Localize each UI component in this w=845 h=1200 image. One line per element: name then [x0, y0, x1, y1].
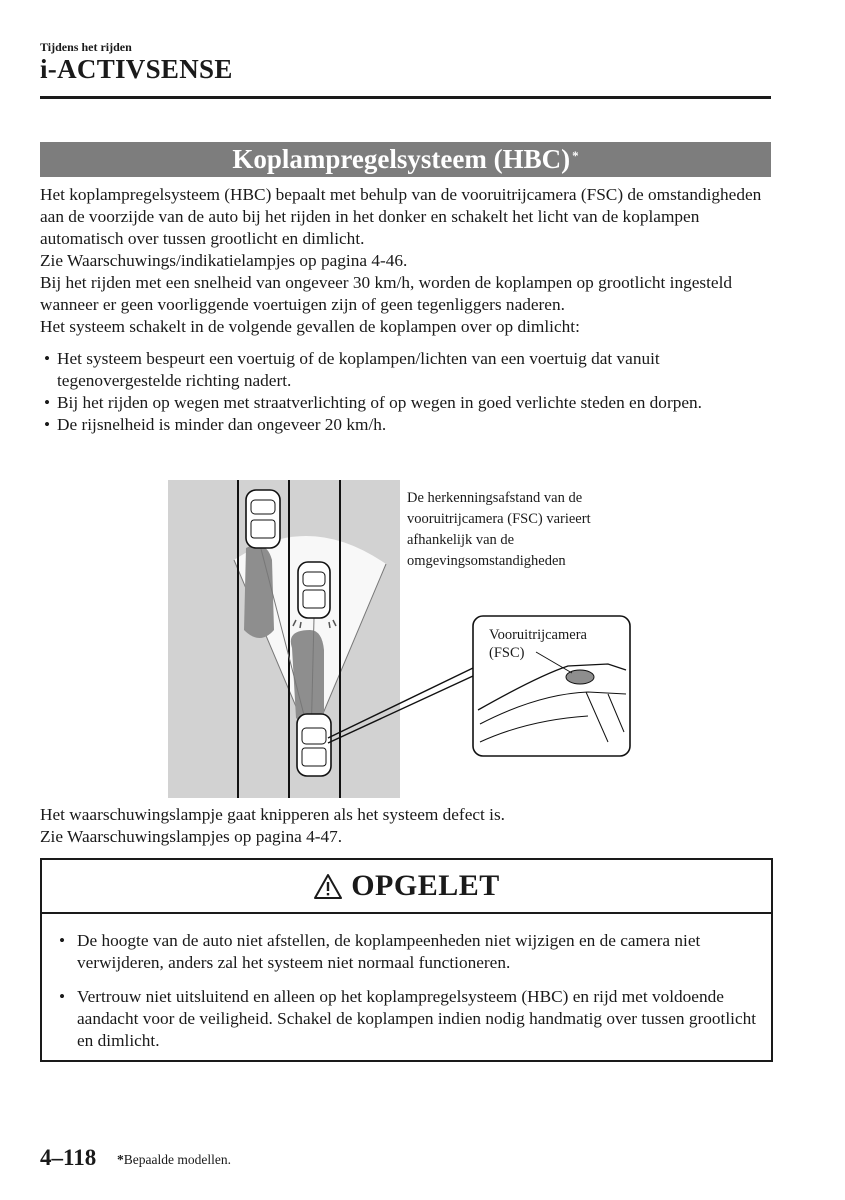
- list-item: • Bij het rijden op wegen met straatverlichting of op wegen in goed verlichte steden en dorpen.: [44, 393, 702, 412]
- camera-label: Vooruitrijcamera (FSC): [489, 627, 587, 661]
- own-car: [297, 714, 331, 776]
- oncoming-car: [246, 490, 280, 548]
- footnote: *Bepaalde modellen.: [117, 1152, 231, 1167]
- bullet: •: [44, 349, 51, 368]
- warning-triangle-icon: [313, 873, 343, 900]
- oncoming-light-beam: [244, 545, 274, 638]
- caution-list: [42, 914, 771, 1052]
- intro-paragraph: Het systeem schakelt in de volgende gevallen de koplampen over op dimlicht:: [40, 317, 580, 336]
- footnote-marker: *: [572, 148, 579, 163]
- bullet: •: [44, 393, 51, 412]
- list-item: • Vertrouw niet uitsluitend en alleen op het koplampregelsysteem (HBC) en rijd met voldoende aandacht voor de veiligheid. Schakel de koplampen indien nodig handmatig over tussen grootlicht en dimlicht.: [59, 987, 757, 1050]
- caution-title: OPGELET: [351, 869, 500, 902]
- intro-paragraph: Bij het rijden met een snelheid van ongeveer 30 km/h, worden de koplampen op grootlicht ingesteld wanneer er geen voorliggende voertuigen zijn of geen tegenliggers naderen.: [40, 273, 733, 314]
- intro-paragraph: Het koplampregelsysteem (HBC) bepaalt met behulp van de vooruitrijcamera (FSC) de omstandigheden aan de voorzijde van de auto bij het rijden in het donker en schakelt het licht van de koplampen automatisch over tussen grootlicht en dimlicht.: [40, 185, 762, 248]
- caution-box: [40, 858, 773, 1062]
- figure-caption: De herkenningsafstand van de vooruitrijcamera (FSC) varieert afhankelijk van de omgevingsomstandigheden: [407, 490, 591, 569]
- intro-text: [40, 184, 780, 338]
- bullet: •: [59, 987, 66, 1006]
- malfunction-text: Het waarschuwingslampje gaat knipperen als het systeem defect is. Zie Waarschuwingslampjes op pagina 4-47.: [40, 805, 505, 846]
- caution-header: [42, 860, 771, 914]
- header-rule: [40, 96, 771, 99]
- chapter-title: i-ACTIVSENSE: [40, 54, 233, 84]
- section-title: Koplampregelsysteem (HBC): [232, 144, 571, 174]
- section-label: Tijdens het rijden: [40, 40, 132, 54]
- bullet: •: [59, 931, 66, 950]
- list-item: • Het systeem bespeurt een voertuig of de koplampen/lichten van een voertuig dat vanuit tegenovergestelde richting nadert.: [44, 349, 660, 390]
- list-item: • De rijsnelheid is minder dan ongeveer 20 km/h.: [44, 415, 387, 434]
- bullet: •: [44, 415, 51, 434]
- conditions-list: [40, 348, 780, 436]
- preceding-light-beam: [291, 630, 324, 724]
- section-title-bar: [40, 142, 771, 177]
- intro-paragraph: Zie Waarschuwings/indikatielampjes op pagina 4-46.: [40, 251, 408, 270]
- page-number: 4–118: [40, 1145, 97, 1170]
- list-item: • De hoogte van de auto niet afstellen, de koplampeenheden niet wijzigen en de camera niet verwijderen, anders zal het systeem niet normaal functioneren.: [59, 931, 701, 972]
